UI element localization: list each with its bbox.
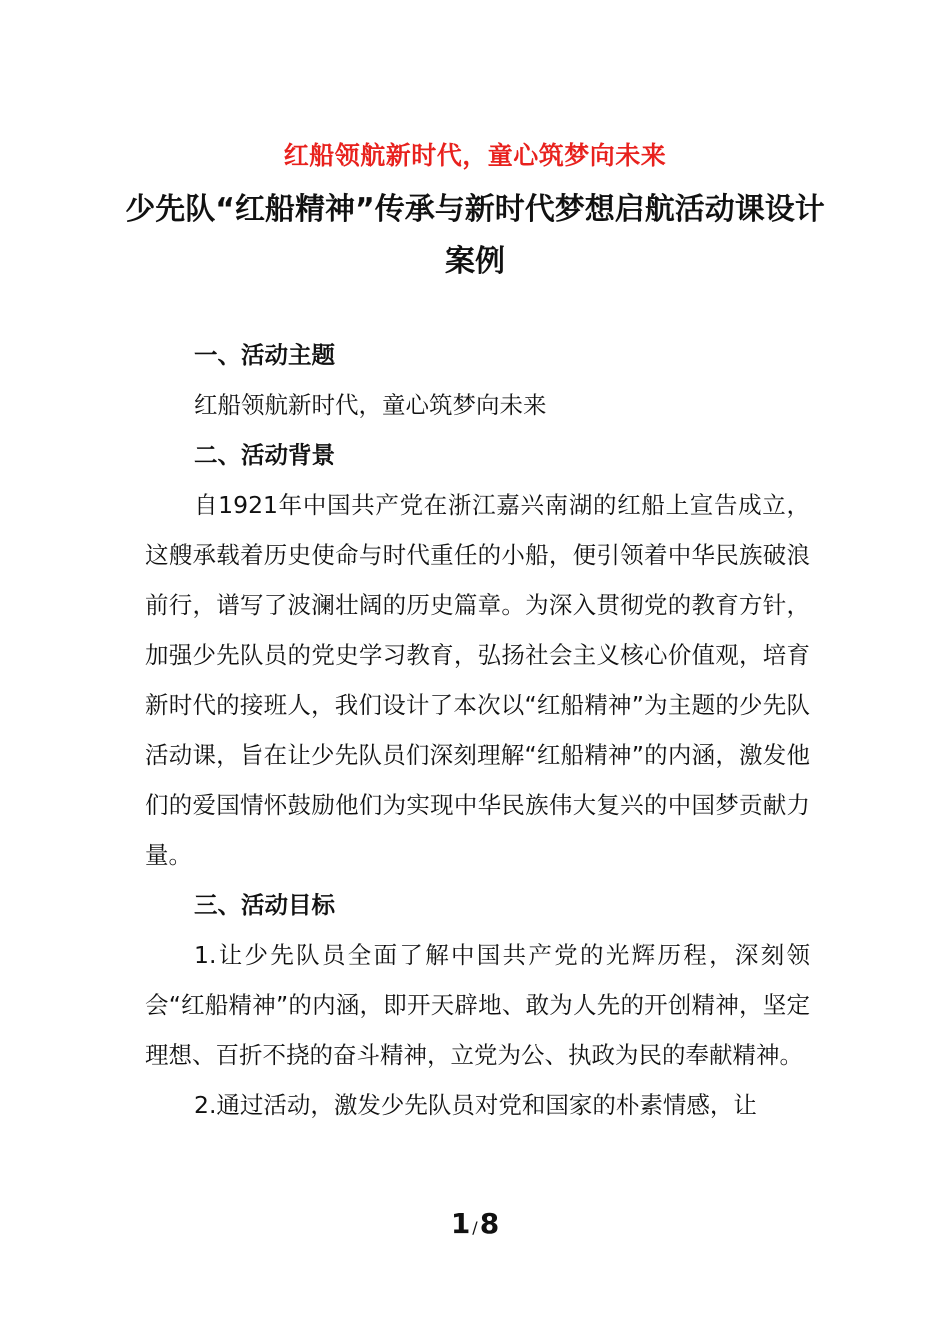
document-title: 少先队“红船精神”传承与新时代梦想启航活动课设计案例 xyxy=(125,192,825,279)
page-current: 1 xyxy=(450,1207,471,1240)
document-subtitle: 红船领航新时代，童心筑梦向未来 xyxy=(283,141,667,170)
section-paragraph: 自1921年中国共产党在浙江嘉兴南湖的红船上宣告成立，这艘承载着历史使命与时代重任的小船，便引领着中华民族破浪前行，谱写了波澜壮阔的历史篇章。为深入贯彻党的教育方针，加强少先队员的党史学习教育，弘扬社会主义核心价值观，培育新时代的接班人，我们设计了本次以“红船精神”为主题的少先队活动课，旨在让少先队员们深刻理解“红船精神”的内涵，激发他们的爱国情怀鼓励他们为实现中华民族伟大复兴的中国梦贡献力量。 xyxy=(145,491,810,869)
document-body xyxy=(145,330,810,1130)
page-indicator xyxy=(0,1207,950,1240)
section-heading-theme: 一、活动主题 xyxy=(194,341,335,369)
section-paragraph: 2.通过活动，激发少先队员对党和国家的朴素情感，让 xyxy=(194,1091,757,1119)
page-total: 8 xyxy=(479,1207,500,1240)
section-heading-goals: 三、活动目标 xyxy=(194,891,335,919)
section-heading-background: 二、活动背景 xyxy=(194,441,335,469)
section-paragraph: 红船领航新时代，童心筑梦向未来 xyxy=(194,391,547,419)
section-paragraph: 1.让少先队员全面了解中国共产党的光辉历程，深刻领会“红船精神”的内涵，即开天辟地、敢为人先的开创精神，坚定理想、百折不挠的奋斗精神，立党为公、执政为民的奉献精神。 xyxy=(145,941,810,1069)
page-separator: / xyxy=(472,1218,478,1237)
